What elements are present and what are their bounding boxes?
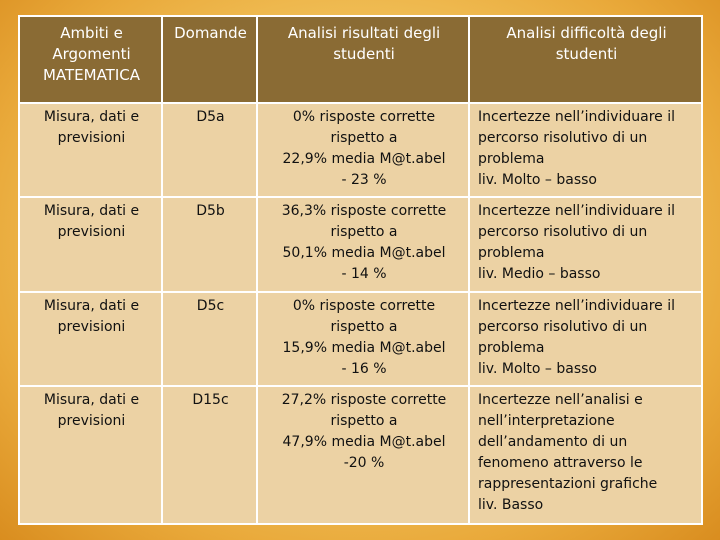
results-table-container <box>18 15 701 525</box>
cell-risultati: 36,3% risposte corrette rispetto a 50,1% media M@t.abel - 14 % <box>257 197 469 291</box>
cell-domanda: D15c <box>162 386 257 524</box>
header-ambiti: Ambiti e Argomenti MATEMATICA <box>19 16 162 103</box>
cell-risultati: 27,2% risposte corrette rispetto a 47,9% media M@t.abel -20 % <box>257 386 469 524</box>
cell-risultati: 0% risposte corrette rispetto a 15,9% media M@t.abel - 16 % <box>257 292 469 386</box>
cell-difficolta: Incertezze nell’individuare il percorso risolutivo di un problema liv. Molto – basso <box>469 103 702 197</box>
results-table <box>18 15 703 525</box>
cell-ambito: Misura, dati e previsioni <box>19 292 162 386</box>
cell-ambito: Misura, dati e previsioni <box>19 386 162 524</box>
cell-domanda: D5b <box>162 197 257 291</box>
table-row <box>19 197 702 291</box>
header-domande: Domande <box>162 16 257 103</box>
cell-difficolta: Incertezze nell’analisi e nell’interpretazione dell’andamento di un fenomeno attraverso le rappresentazioni grafiche liv. Basso <box>469 386 702 524</box>
cell-domanda: D5c <box>162 292 257 386</box>
cell-domanda: D5a <box>162 103 257 197</box>
cell-ambito: Misura, dati e previsioni <box>19 197 162 291</box>
header-analisi-difficolta: Analisi difficoltà degli studenti <box>469 16 702 103</box>
table-row <box>19 386 702 524</box>
cell-difficolta: Incertezze nell’individuare il percorso risolutivo di un problema liv. Molto – basso <box>469 292 702 386</box>
table-row <box>19 103 702 197</box>
cell-difficolta: Incertezze nell’individuare il percorso risolutivo di un problema liv. Medio – basso <box>469 197 702 291</box>
table-row <box>19 292 702 386</box>
cell-ambito: Misura, dati e previsioni <box>19 103 162 197</box>
cell-risultati: 0% risposte corrette rispetto a 22,9% media M@t.abel - 23 % <box>257 103 469 197</box>
table-header-row <box>19 16 702 103</box>
header-analisi-risultati: Analisi risultati degli studenti <box>257 16 469 103</box>
